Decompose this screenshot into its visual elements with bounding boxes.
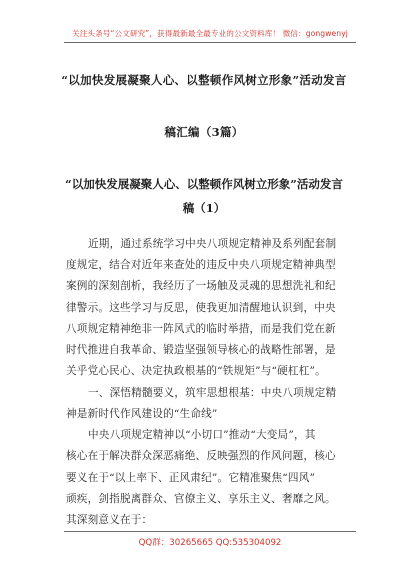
header <box>64 24 356 44</box>
footer-contact: QQ群：30265665 QQ:535304092 <box>138 538 282 548</box>
body-line: 神是新时代作风建设的“生命线” <box>66 408 218 420</box>
body-line: 时代推进自我革命、锻造坚强领导核心的战略性部署，是 <box>66 344 336 356</box>
body-line: 要义在于“以上率下、正风肃纪”。它精准聚焦“四风” <box>66 472 316 484</box>
footer-divider <box>64 531 356 532</box>
body-line: 度规定，结合对近年来查处的违反中央八项规定精神典型 <box>66 259 336 271</box>
document-title-line-1: “以加快发展凝聚人心、以整顿作风树立形象”活动发言 <box>61 73 347 87</box>
body-line: 八项规定精神绝非一阵风式的临时举措，而是我们党在新 <box>66 323 336 335</box>
body-line: 近期，通过系统学习中央八项规定精神及系列配套制 <box>88 238 337 250</box>
body-line: 一、深悟精髓要义，筑牢思想根基：中央八项规定精 <box>88 387 337 399</box>
body-line: 中央八项规定精神以“小切口”推动“大变局”，其 <box>88 429 316 441</box>
header-divider <box>64 42 356 43</box>
header-notice: 关注头条号“公文研究”，获得最新最全最专业的公文资料库！ 微信：gongwenyj <box>72 29 348 38</box>
body-line: 律警示。这些学习与反思，使我更加清醒地认识到，中央 <box>66 302 336 314</box>
section-title-line-2: 稿（1） <box>182 201 226 215</box>
section-title-line-1: “以加快发展凝聚人心、以整顿作风树立形象”活动发言 <box>65 177 343 191</box>
document-title-line-2: 稿汇编（3篇） <box>164 125 244 139</box>
body-line: 顽疾，剑指脱离群众、官僚主义、享乐主义、奢靡之风。 <box>66 493 336 505</box>
body-line: 其深刻意义在于： <box>66 514 153 526</box>
body-line: 案例的深刻剖析，我经历了一场触及灵魂的思想洗礼和纪 <box>66 280 336 292</box>
body-line: 核心在于解决群众深恶痛绝、反映强烈的作风问题，核心 <box>66 450 336 462</box>
body-line: 关乎党心民心、决定执政根基的“铁规矩”与“硬杠杠”。 <box>66 365 326 377</box>
